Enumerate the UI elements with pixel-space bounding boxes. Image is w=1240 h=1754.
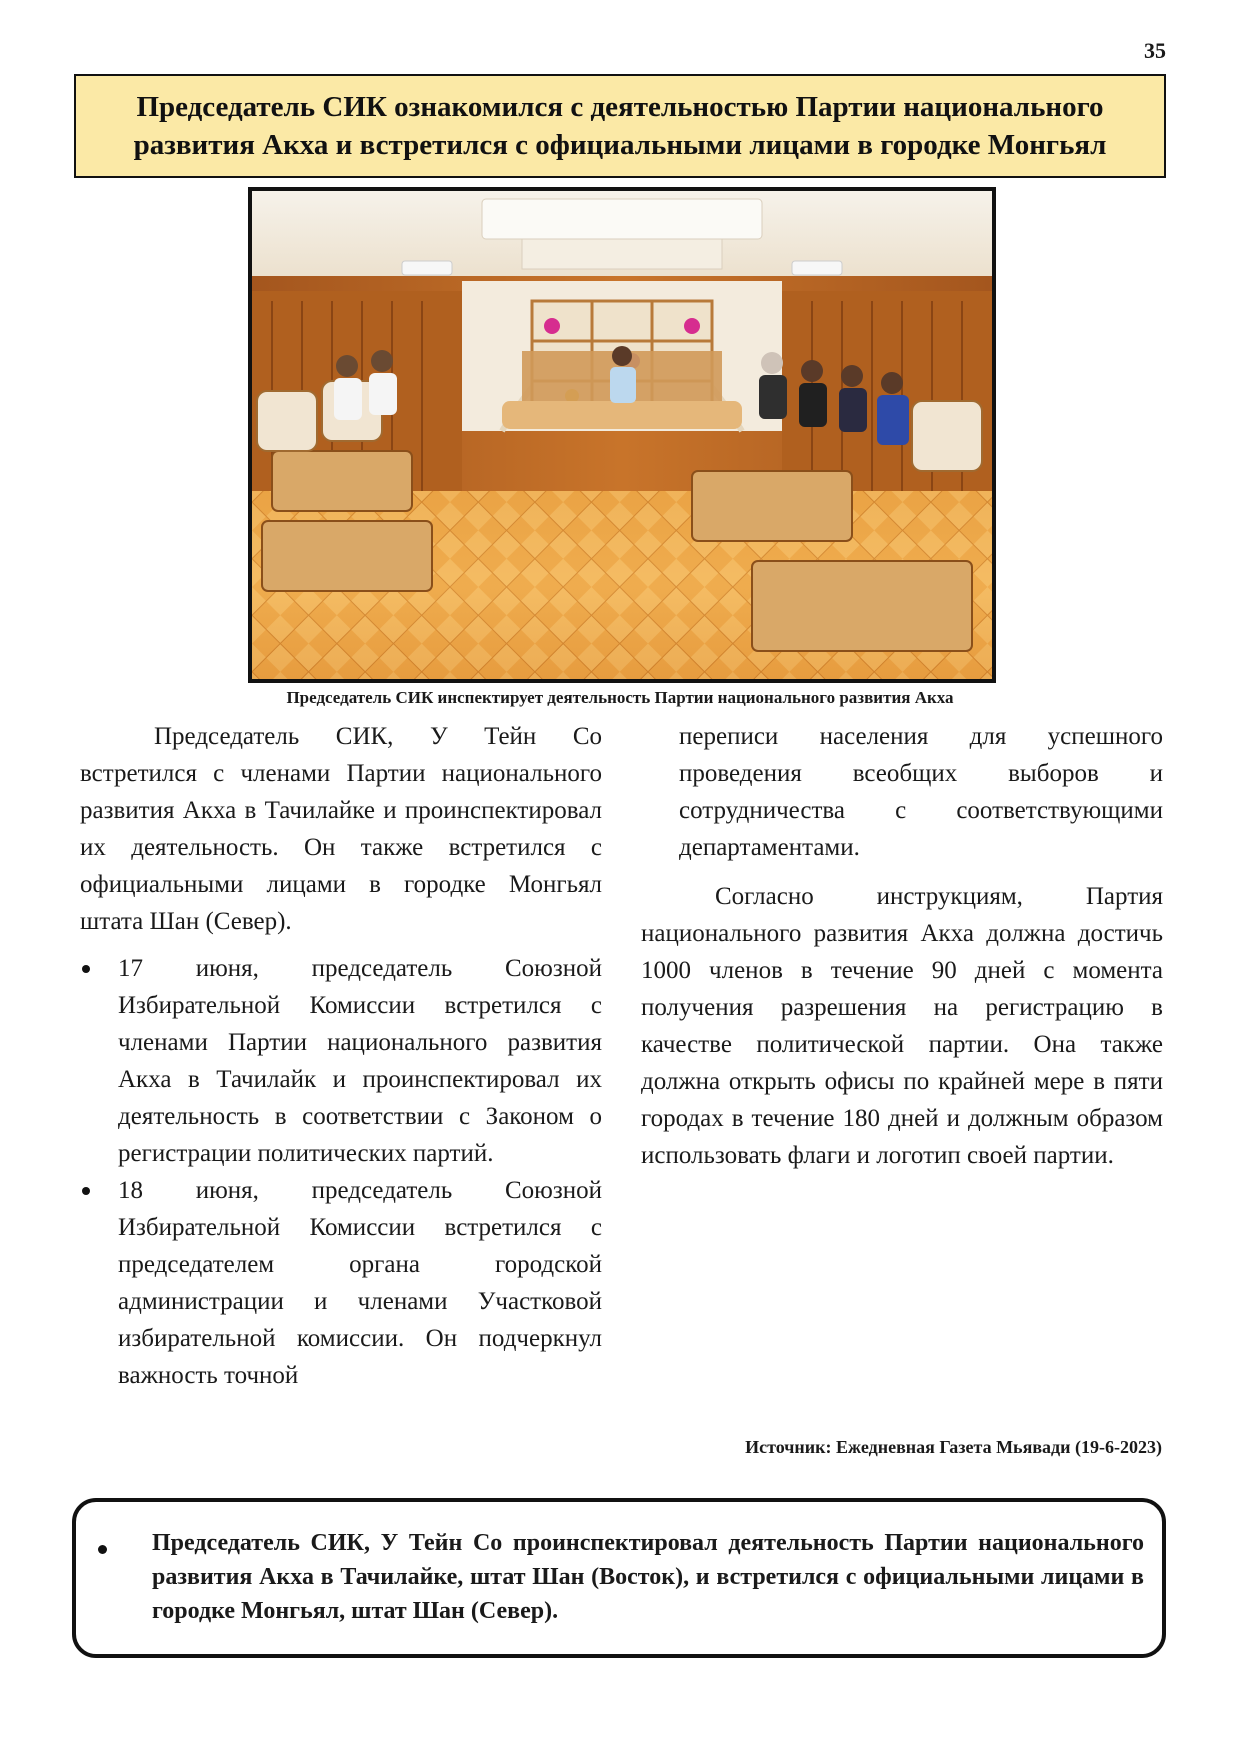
bullet-item-june-18 <box>80 1172 602 1394</box>
headline-line-2: развития Акха и встретился с официальными лицами в городке Монгьял <box>133 129 1107 161</box>
right-column <box>641 718 1163 1174</box>
intro-paragraph: Председатель СИК, У Тейн Со встретился с членами Партии национального развития Акха в Тачилайке и проинспектировал их деятельность. Он также встретился с официальными лицами в городке Монгьял штата Шан (Север). <box>80 723 602 935</box>
summary-text: Председатель СИК, У Тейн Со проинспектировал деятельность Партии национального развития Акха в Тачилайке, штат Шан (Восток), и встретился с официальными лицами в городке Монгьял, штат Шан (Север). <box>152 1530 1144 1624</box>
bullet-dot-icon <box>82 965 90 973</box>
headline <box>134 88 1107 164</box>
summary-bullet-icon <box>98 1545 107 1554</box>
bullet-item-june-17 <box>80 950 602 1172</box>
headline-line-1: Председатель СИК ознакомился с деятельностью Партии национального <box>136 91 1104 123</box>
headline-box <box>74 74 1166 178</box>
bullet-dot-icon <box>82 1187 90 1195</box>
source-citation: Источник: Ежедневная Газета Мьявади (19-6-2023) <box>745 1437 1162 1457</box>
bullet-continuation: переписи населения для успешного проведения всеобщих выборов и сотрудничества с соответствующими департаментами. <box>679 723 1163 861</box>
meeting-hall-illustration <box>252 191 992 679</box>
bullet-text: 17 июня, председатель Союзной Избирательной Комиссии встретился с членами Партии национального развития Акха в Тачилайк и проинспектировал их деятельность в соответствии с Законом о регистрации политических партий. <box>118 955 602 1167</box>
page-number: 35 <box>1144 38 1166 63</box>
bullet-list <box>80 950 602 1394</box>
bullet-text: 18 июня, председатель Союзной Избирательной Комиссии встретился с председателем органа городской администрации и членами Участковой избирательной комиссии. Он подчеркнул важность точной <box>118 1177 602 1389</box>
meeting-photo <box>248 187 996 683</box>
left-column <box>80 718 602 1394</box>
photo-caption: Председатель СИК инспектирует деятельность Партии национального развития Акха <box>286 688 954 707</box>
closing-paragraph: Согласно инструкциям, Партия национального развития Акха должна достичь 1000 членов в течение 90 дней с момента получения разрешения на регистрацию в качестве политической партии. Она также должна открыть офисы по крайней мере в пяти городах в течение 180 дней и должным образом использовать флаги и логотип своей партии. <box>641 883 1163 1169</box>
summary-box <box>72 1498 1166 1658</box>
